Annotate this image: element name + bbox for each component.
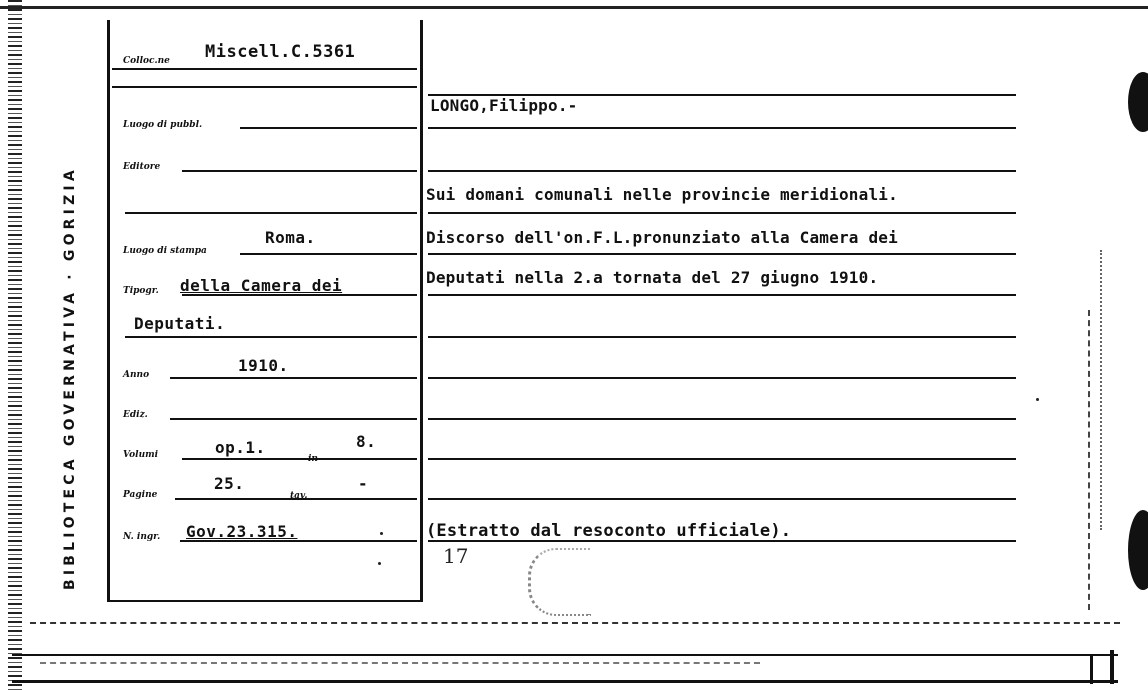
label-pagine: Pagine [123, 490, 158, 500]
value-tipografia: della Camera dei [180, 276, 343, 295]
value-luogo-stampa: Roma. [265, 228, 316, 247]
rule-line [112, 86, 417, 88]
label-inventario: N. ingr. [123, 532, 161, 542]
left-border-line [107, 20, 110, 602]
rule-line [170, 377, 417, 379]
rule-line [428, 377, 1016, 379]
scan-edge-top [0, 6, 1148, 9]
punch-hole [1128, 72, 1148, 132]
edge-dashes [1088, 310, 1090, 610]
label-tipografia: Tipogr. [123, 286, 159, 296]
value-anno: 1910. [238, 356, 289, 375]
rule-line [428, 418, 1016, 420]
value-tavole: - [358, 474, 369, 493]
rule-line [240, 127, 417, 129]
rule-line [428, 294, 1016, 296]
label-luogo-pubbl: Luogo di pubbl. [123, 120, 203, 130]
value-inventario: Gov.23.315. [186, 522, 298, 541]
label-collocazione: Colloc.ne [123, 56, 170, 66]
rule-line [112, 68, 417, 70]
label-anno: Anno [123, 370, 150, 380]
title-line-3: Deputati nella 2.a tornata del 27 giugno 1910. [426, 268, 879, 287]
scan-edge-left [8, 0, 22, 690]
value-pagine: 25. [214, 474, 245, 493]
mark-dot [1036, 398, 1039, 401]
label-editore: Editore [123, 162, 161, 172]
rule-line [182, 170, 417, 172]
handwritten-mark: 17 [443, 544, 469, 568]
edge-tick [1090, 656, 1093, 684]
rule-line [428, 498, 1016, 500]
rule-line [428, 170, 1016, 172]
value-volumi: op.1. [215, 438, 266, 457]
label-volumi: Volumi [123, 450, 159, 460]
label-luogo-stampa: Luogo di stampa [123, 246, 207, 256]
label-edizione: Ediz. [123, 410, 148, 420]
label-tavole: tav. [290, 491, 308, 501]
mark-dot [380, 532, 383, 535]
rule-line [428, 127, 1016, 129]
rule-line [125, 212, 417, 214]
rule-line [240, 253, 417, 255]
bottom-dashed-line [40, 662, 760, 664]
author-heading: LONGO,Filippo.- [430, 96, 578, 115]
rule-line [428, 336, 1016, 338]
bottom-border-line [107, 600, 423, 602]
value-volumi-in: 8. [356, 432, 377, 451]
bottom-rule [12, 680, 1118, 683]
mark-dot [378, 562, 381, 565]
edge-tick [1110, 650, 1114, 684]
rule-line [182, 458, 417, 460]
rule-line [170, 418, 417, 420]
edge-dashes [1100, 250, 1102, 530]
rule-line [428, 253, 1016, 255]
rule-line [428, 458, 1016, 460]
value-collocazione: Miscell.C.5361 [205, 42, 356, 62]
rule-line [428, 212, 1016, 214]
label-volumi-in: in [308, 454, 318, 464]
faint-ink-mark [528, 548, 591, 616]
bottom-dashed-line [30, 622, 1120, 624]
column-divider-line [420, 20, 423, 602]
rule-line [125, 336, 417, 338]
title-line-1: Sui domani comunali nelle provincie meridionali. [426, 185, 898, 204]
title-line-2: Discorso dell'on.F.L.pronunziato alla Camera dei [426, 228, 898, 247]
note-estratto: (Estratto dal resoconto ufficiale). [426, 521, 792, 541]
bottom-rule [12, 654, 1118, 656]
library-stamp: BIBLIOTECA GOVERNATIVA · GORIZIA [62, 166, 78, 590]
value-tipografia-cont: Deputati. [134, 314, 226, 333]
punch-hole [1128, 510, 1148, 590]
